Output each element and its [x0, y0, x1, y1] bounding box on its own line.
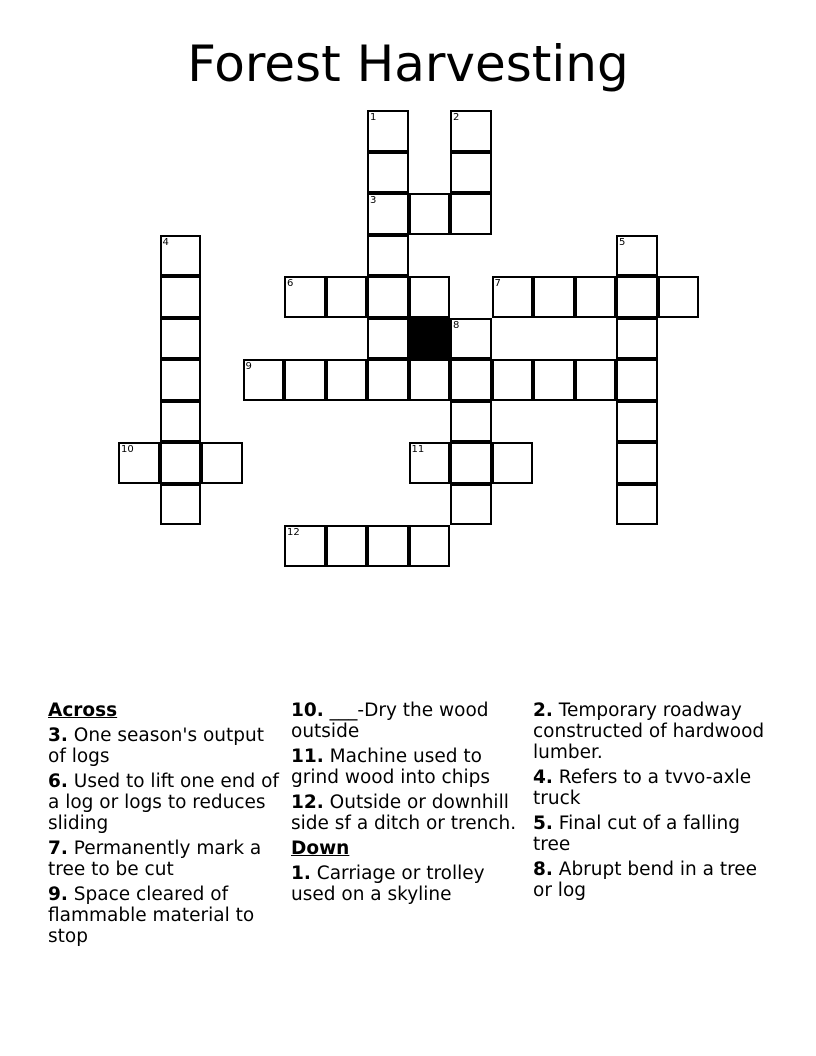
grid-cell[interactable]	[160, 359, 202, 401]
clue-down-4: 4. Refers to a tvvo-axle truck	[533, 767, 752, 809]
grid-cell[interactable]	[409, 276, 451, 318]
grid-cell[interactable]	[409, 359, 451, 401]
grid-cell[interactable]	[409, 442, 451, 484]
grid-cell[interactable]	[409, 193, 451, 235]
clue-across-11: 11. Machine used to grind wood into chips	[291, 746, 490, 788]
grid-cell[interactable]	[243, 359, 285, 401]
grid-cell[interactable]	[450, 110, 492, 152]
grid-cell[interactable]	[160, 401, 202, 443]
grid-cell[interactable]	[616, 276, 658, 318]
clue-number: 10	[121, 444, 134, 455]
clue-column-3	[533, 700, 765, 905]
puzzle-title: Forest Harvesting	[187, 35, 629, 93]
grid-cell[interactable]	[616, 401, 658, 443]
grid-cell[interactable]	[450, 442, 492, 484]
clue-column-1	[48, 700, 280, 951]
grid-cell[interactable]	[367, 525, 409, 567]
grid-cell[interactable]	[201, 442, 243, 484]
grid-block	[409, 318, 451, 360]
grid-cell[interactable]	[118, 442, 160, 484]
grid-cell[interactable]	[450, 318, 492, 360]
clue-across-12: 12. Outside or downhill side sf a ditch or trench.	[291, 792, 517, 834]
grid-cell[interactable]	[575, 359, 617, 401]
grid-cell[interactable]	[533, 359, 575, 401]
clue-number: 2	[453, 112, 460, 123]
clue-number: 5	[619, 236, 626, 248]
grid-cell[interactable]	[616, 359, 658, 401]
grid-cell[interactable]	[160, 235, 202, 277]
clue-number: 4	[162, 236, 169, 248]
clue-number: 12	[287, 527, 300, 538]
down-heading: Down	[291, 838, 350, 859]
clue-number: 1	[370, 112, 377, 123]
clue-column-2	[291, 700, 523, 909]
grid-cell[interactable]	[367, 318, 409, 360]
clue-across-10: 10. ___-Dry the wood outside	[291, 700, 489, 742]
grid-cell[interactable]	[533, 276, 575, 318]
grid-cell[interactable]	[284, 525, 326, 567]
clue-across-9: 9. Space cleared of flammable material to stop	[48, 884, 255, 947]
grid-cell[interactable]	[409, 525, 451, 567]
grid-cell[interactable]	[616, 484, 658, 526]
grid-cell[interactable]	[450, 401, 492, 443]
clue-number: 11	[411, 444, 425, 455]
grid-cell[interactable]	[367, 359, 409, 401]
grid-cell[interactable]	[160, 318, 202, 360]
grid-cell[interactable]	[658, 276, 700, 318]
grid-cell[interactable]	[367, 110, 409, 152]
grid-cell[interactable]	[160, 442, 202, 484]
clue-number: 7	[494, 278, 501, 289]
grid-cell[interactable]	[450, 484, 492, 526]
grid-cell[interactable]	[284, 276, 326, 318]
grid-cell[interactable]	[326, 525, 368, 567]
grid-cell[interactable]	[326, 276, 368, 318]
across-heading: Across	[48, 700, 118, 721]
clue-number: 3	[370, 195, 377, 206]
grid-cell[interactable]	[450, 359, 492, 401]
grid-cell[interactable]	[575, 276, 617, 318]
clue-across-7: 7. Permanently mark a tree to be cut	[48, 838, 262, 880]
grid-cell[interactable]	[367, 276, 409, 318]
grid-cell[interactable]	[492, 442, 534, 484]
grid-cell[interactable]	[326, 359, 368, 401]
clue-down-2: 2. Temporary roadway constructed of hardwood lumber.	[533, 700, 765, 763]
grid-cell[interactable]	[450, 152, 492, 194]
grid-cell[interactable]	[616, 318, 658, 360]
grid-cell[interactable]	[367, 193, 409, 235]
clue-down-1: 1. Carriage or trolley used on a skyline	[291, 863, 485, 905]
grid-cell[interactable]	[450, 193, 492, 235]
clue-across-6: 6. Used to lift one end of a log or logs to reduces sliding	[48, 771, 279, 834]
grid-cell[interactable]	[160, 276, 202, 318]
clue-number: 8	[453, 319, 460, 331]
grid-cell[interactable]	[367, 152, 409, 194]
grid-cell[interactable]	[616, 235, 658, 277]
clue-down-8: 8. Abrupt bend in a tree or log	[533, 859, 758, 901]
grid-cell[interactable]	[616, 442, 658, 484]
grid-cell[interactable]	[492, 359, 534, 401]
grid-cell[interactable]	[160, 484, 202, 526]
clue-across-3: 3. One season's output of logs	[48, 725, 264, 767]
grid-cell[interactable]	[492, 276, 534, 318]
grid-cell[interactable]	[367, 235, 409, 277]
clue-number: 6	[287, 278, 294, 289]
clue-number: 9	[245, 361, 252, 372]
clue-down-5: 5. Final cut of a falling tree	[533, 813, 741, 855]
grid-cell[interactable]	[284, 359, 326, 401]
